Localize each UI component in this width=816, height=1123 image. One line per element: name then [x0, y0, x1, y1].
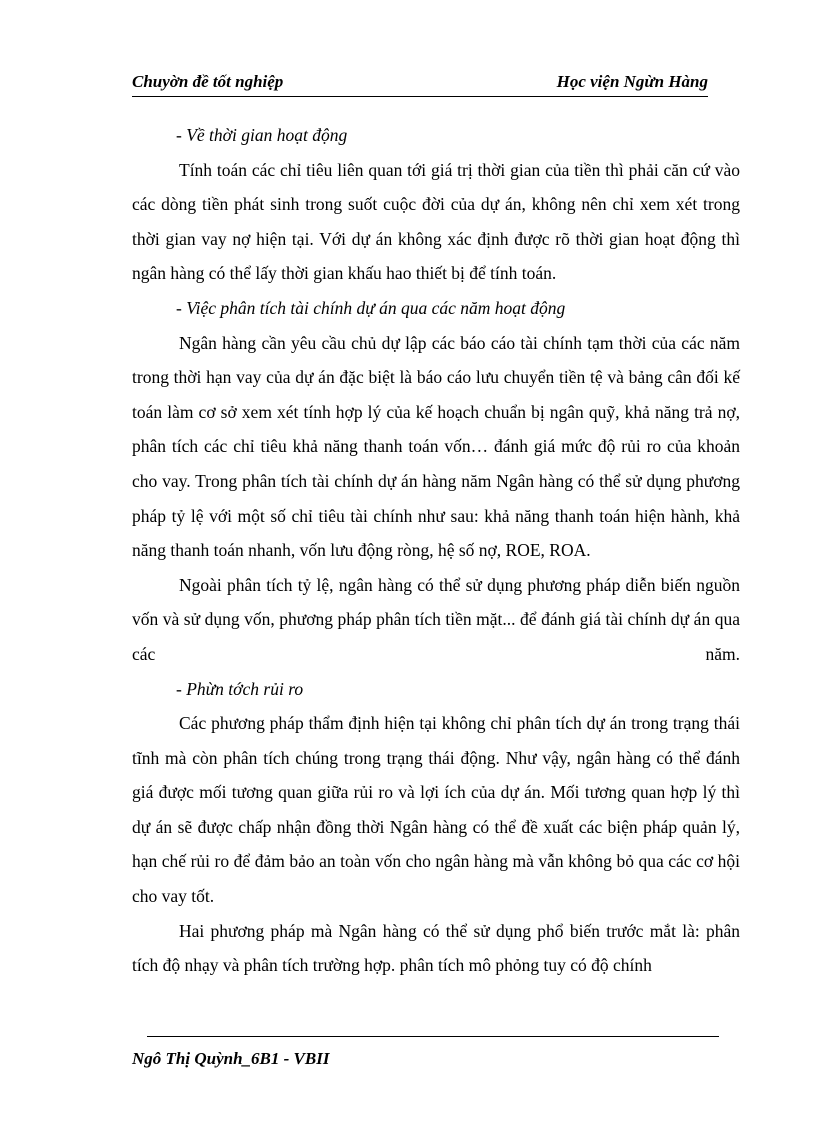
- header-left-title: Chuyờn đề tốt nghiệp: [132, 72, 284, 91]
- paragraph-risk-analysis: Các phương pháp thẩm định hiện tại không chỉ phân tích dự án trong trạng thái tĩnh mà còn phân tích chúng trong trạng thái động. Như vậy, ngân hàng có thể đánh giá được mối tương quan giữa rủi ro và lợi ích của dự án. Mối tương quan hợp lý thì dự án sẽ được chấp nhận đồng thời Ngân hàng có thể đề xuất các biện pháp quản lý, hạn chế rủi ro để đảm bảo an toàn vốn cho ngân hàng mà vẫn không bỏ qua các cơ hội cho vay tốt.: [132, 713, 740, 907]
- body-text: [132, 118, 740, 983]
- footer-divider: [147, 1036, 719, 1037]
- paragraph-financial-analysis: Ngân hàng cần yêu cầu chủ dự lập các báo cáo tài chính tạm thời của các năm trong thời hạn vay của dự án đặc biệt là báo cáo lưu chuyển tiền tệ và bảng cân đối kế toán làm cơ sở xem xét tính hợp lý của kế hoạch chuẩn bị ngân quỹ, khả năng trả nợ, phân tích các chỉ tiêu khả năng thanh toán vốn… đánh giá mức độ rủi ro của khoản cho vay. Trong phân tích tài chính dự án hàng năm Ngân hàng có thể sử dụng phương pháp tỷ lệ với một số chỉ tiêu tài chính như sau: khả năng thanh toán hiện hành, khả năng thanh toán nhanh, vốn lưu động ròng, hệ số nợ, ROE, ROA.: [132, 332, 740, 561]
- paragraph-two-methods: Hai phương pháp mà Ngân hàng có thể sử dụng phổ biến trước mắt là: phân tích độ nhạy và phân tích trường hợp. phân tích mô phỏng tuy có độ chính: [132, 920, 740, 976]
- paragraph-operating-time: Tính toán các chỉ tiêu liên quan tới giá trị thời gian của tiền thì phải căn cứ vào các dòng tiền phát sinh trong suốt cuộc đời của dự án, không nên chỉ xem xét trong thời gian vay nợ hiện tại. Với dự án không xác định được rõ thời gian hoạt động thì ngân hàng có thể lấy thời gian khấu hao thiết bị để tính toán.: [132, 159, 740, 284]
- page-header: [132, 70, 708, 97]
- subheading-financial-analysis: - Việc phân tích tài chính dự án qua các năm hoạt động: [176, 297, 566, 318]
- subheading-operating-time: - Về thời gian hoạt động: [176, 125, 348, 145]
- header-right-title: Học viện Ngừn Hàng: [556, 72, 708, 91]
- subheading-risk-analysis: - Phừn tớch rủi ro: [176, 678, 304, 699]
- page-footer-author: Ngô Thị Quỳnh_6B1 - VBII: [132, 1049, 330, 1068]
- paragraph-other-methods: Ngoài phân tích tỷ lệ, ngân hàng có thể sử dụng phương pháp diễn biến nguồn vốn và sử dụng vốn, phương pháp phân tích tiền mặt... để đánh giá tài chính dự án qua các năm.: [132, 574, 740, 664]
